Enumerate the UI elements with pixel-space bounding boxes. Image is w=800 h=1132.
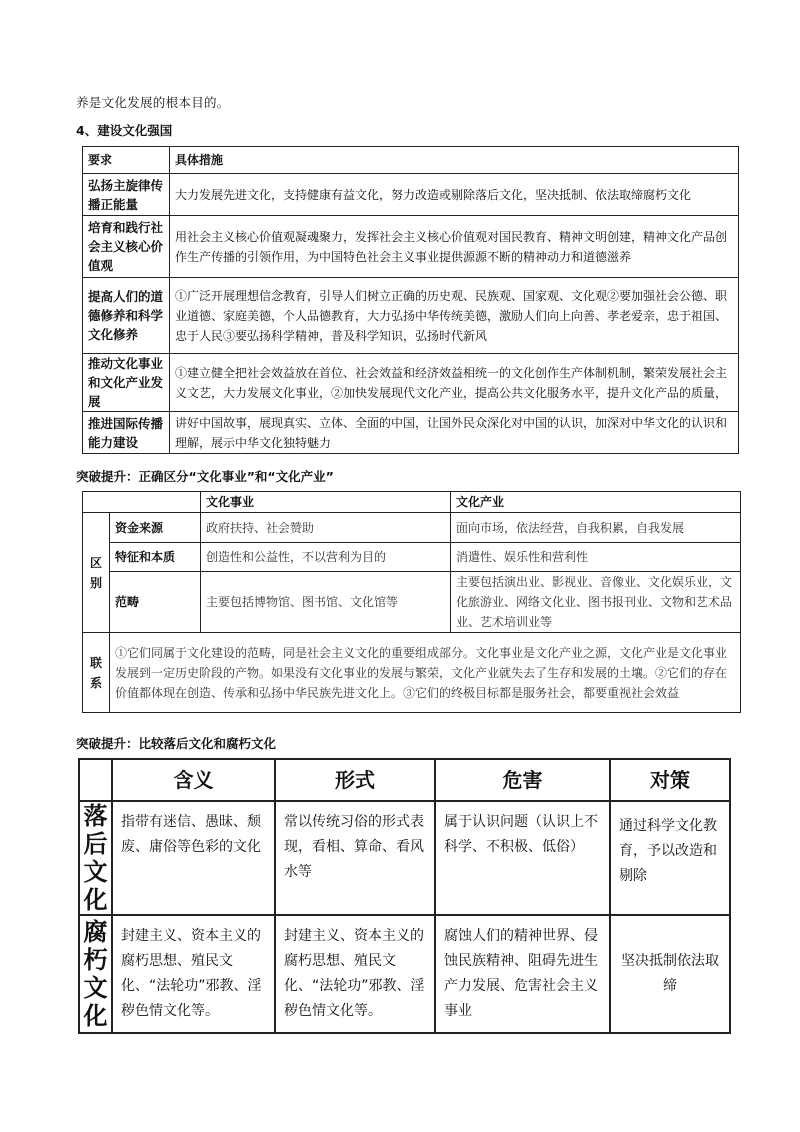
shiye-cell: 创造性和公益性，不以营利为目的 [201,543,451,572]
table-row [83,513,741,543]
shiye-chanye-table [82,491,741,713]
row-label: 范畴 [110,572,201,633]
col-header-meaning: 含义 [112,759,275,801]
measure-cell: ①建立健全把社会效益放在首位、社会效益和经济效益相统一的文化创作生产体制机制，繁荣发展社会主义文艺，大力发展文化事业，②加快发展现代文化产业，提高公共文化服务水平，提升文化产品的质量， [170,354,739,412]
intro-text: 养是文化发展的根本目的。 [76,95,230,110]
col-header-measures: 具体措施 [170,147,739,174]
col-header-form: 形式 [275,759,435,801]
table-header-row [83,492,741,513]
backward-decadent-culture-table [78,758,731,1034]
harm-cell: 腐蚀人们的精神世界、侵蚀民族精神、阻碍先进生产力发展、危害社会主义事业 [435,915,610,1033]
measure-cell: 通过科学文化教育，予以改造和剔除 [610,801,730,915]
measure-cell: 用社会主义核心价值观凝魂聚力，发挥社会主义核心价值观对国民教育、精神文明创建，精神文化产品创作生产传播的引领作用，为中国特色社会主义事业提供源源不断的精神动力和道德滋养 [170,216,739,278]
table-row [83,278,739,354]
requirement-cell: 培育和践行社会主义核心价值观 [83,216,170,278]
empty-corner-cell [83,492,201,513]
table-row [83,174,739,216]
col-header-shiye: 文化事业 [201,492,451,513]
meaning-cell: 封建主义、资本主义的腐朽思想、殖民文化、“法轮功”邪教、淫秽色情文化等。 [112,915,275,1033]
measure-cell: 大力发展先进文化，支持健康有益文化，努力改造或剔除落后文化，坚决抵制、依法取缔腐朽文化 [170,174,739,216]
lianxi-text: ①它们同属于文化建设的范畴，同是社会主义文化的重要组成部分。文化事业是文化产业之源，文化产业是文化事业发展到一定历史阶段的产物。如果没有文化事业的发展与繁荣，文化产业就失去了生存和发展的土壤。②它们的存在价值都体现在创造、传承和弘扬中华民族先进文化上。③它们的终极目标都是服务社会，都要重视社会效益 [110,633,741,713]
meaning-cell: 指带有迷信、愚昧、颓废、庸俗等色彩的文化 [112,801,275,915]
qubie-label: 区别 [83,513,110,633]
lianxi-label: 联系 [83,633,110,713]
table-row [79,915,730,1033]
shiye-cell: 主要包括博物馆、图书馆、文化馆等 [201,572,451,633]
col-header-chanye: 文化产业 [451,492,741,513]
form-cell: 封建主义、资本主义的腐朽思想、殖民文化、“法轮功”邪教、淫秽色情文化等。 [275,915,435,1033]
row-label-decadent-culture: 腐朽文化 [79,915,112,1033]
compare-heading: 突破提升：正确区分“文化事业”和“文化产业” [76,469,334,484]
cultural-power-table [82,146,739,454]
measure-cell: 坚决抵制依法取缔 [610,915,730,1033]
form-cell: 常以传统习俗的形式表现，看相、算命、看风水等 [275,801,435,915]
table-header-row [83,147,739,174]
table-row [83,412,739,454]
requirement-cell: 提高人们的道德修养和科学文化修养 [83,278,170,354]
row-label: 特征和本质 [110,543,201,572]
culture-compare-heading: 突破提升：比较落后文化和腐朽文化 [76,736,277,751]
table-row [83,572,741,633]
table-row [83,354,739,412]
table-row [83,216,739,278]
col-header-requirement: 要求 [83,147,170,174]
shiye-cell: 政府扶持、社会赞助 [201,513,451,543]
chanye-cell: 主要包括演出业、影视业、音像业、文化娱乐业，文化旅游业、网络文化业、图书报刊业、文物和艺术品业、艺术培训业等 [451,572,741,633]
table-row [79,801,730,915]
empty-corner-cell [79,759,112,801]
table-row [83,633,741,713]
chanye-cell: 消遣性、娱乐性和营利性 [451,543,741,572]
col-header-measure: 对策 [610,759,730,801]
row-label: 资金来源 [110,513,201,543]
table-header-row [79,759,730,801]
col-header-harm: 危害 [435,759,610,801]
harm-cell: 属于认识问题（认识上不科学、不积极、低俗） [435,801,610,915]
requirement-cell: 弘扬主旋律传播正能量 [83,174,170,216]
row-label-backward-culture: 落后文化 [79,801,112,915]
chanye-cell: 面向市场，依法经营，自我积累，自我发展 [451,513,741,543]
requirement-cell: 推进国际传播能力建设 [83,412,170,454]
requirement-cell: 推动文化事业和文化产业发展 [83,354,170,412]
measure-cell: 讲好中国故事，展现真实、立体、全面的中国，让国外民众深化对中国的认识，加深对中华文化的认识和理解，展示中华文化独特魅力 [170,412,739,454]
table-row [83,543,741,572]
measure-cell: ①广泛开展理想信念教育，引导人们树立正确的历史观、民族观、国家观、文化观②要加强社会公德、职业道德、家庭美德，个人品德教育，大力弘扬中华传统美德，激励人们向上向善、孝老爱亲，忠于祖国、忠于人民③要弘扬科学精神，普及科学知识，弘扬时代新风 [170,278,739,354]
section-4-heading: 4、建设文化强国 [76,123,173,138]
